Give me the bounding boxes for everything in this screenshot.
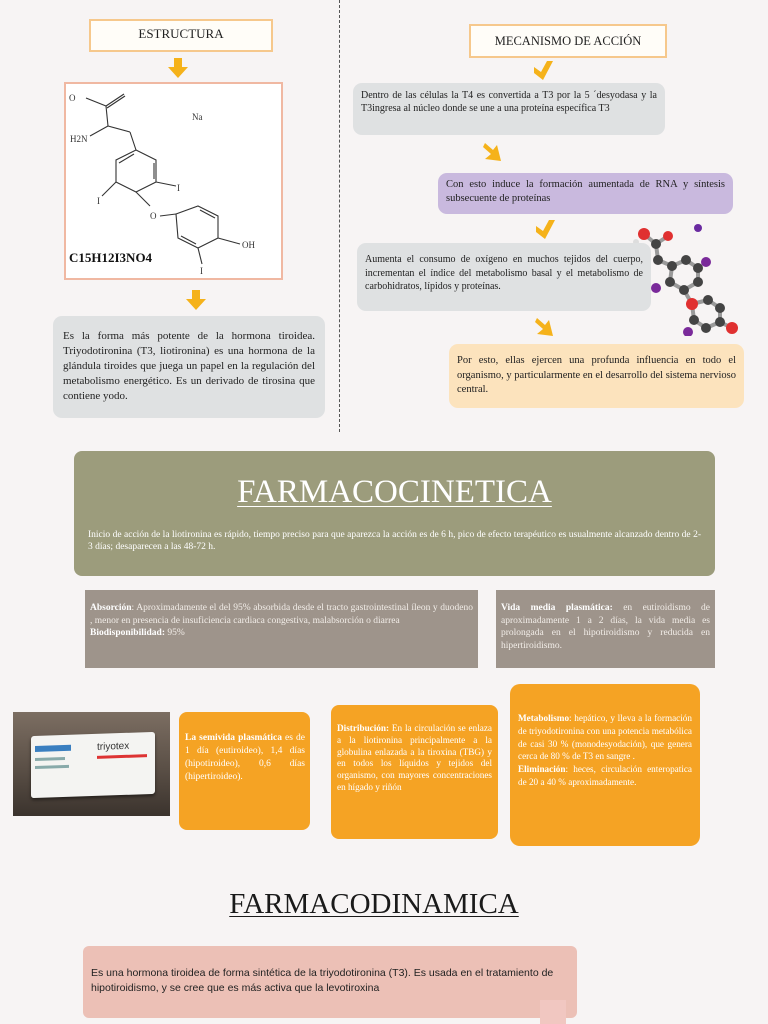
structure-box [64,82,283,280]
biodisponibilidad-text: 95% [164,628,185,638]
iodine-label-1: I [177,183,180,193]
metabolismo-box [510,684,700,846]
mecanismo-label: MECANISMO DE ACCIÓN [469,24,667,58]
farmacodinamica-title: FARMACODINAMICA [229,888,519,920]
arrow-down-icon [535,218,555,240]
absorcion-label: Absorción [90,603,132,613]
farmacodinamica-box [83,946,577,1018]
metabolismo-text: : hepático, y lleva a la formación de triyodotironina con una potencia metabólica de casi 30 % (monodesyodación), que genera cerca de 80 % de T3 en sangre . [518,713,692,762]
arrow-down-icon [533,59,553,81]
distribucion-label: Distribución: [337,723,390,733]
arrow-down-icon [533,316,553,338]
estructura-label: ESTRUCTURA [89,19,273,52]
farmacocinetica-title: FARMACOCINETICA [237,474,552,510]
mecanismo-step-4: Por esto, ellas ejercen una profunda influencia en todo el organismo, y particularmente en el desarrollo del sistema nervioso central. [449,344,744,408]
mecanismo-step-3: Aumenta el consumo de oxígeno en muchos tejidos del cuerpo, incrementan el índice del metabolismo basal y el metabolismo de carbohidratos, lípidos y proteínas. [357,243,651,311]
triiodothyronine-structure-diagram [66,84,281,278]
semivida-box [179,712,310,830]
arrow-down-icon [167,57,187,79]
sodium-label: Na [192,112,203,122]
decorative-square [540,1000,566,1024]
eliminacion-label: Eliminación [518,764,566,775]
hydroxyl-label: OH [242,240,255,250]
metabolismo-label: Metabolismo [518,713,570,723]
svg-text:O: O [150,211,157,221]
column-divider [339,0,340,432]
arrow-down-icon [481,141,501,163]
o-minus-label: O [69,93,76,103]
amine-label: H2N [70,134,88,144]
product-brand-label: triyotex [97,740,130,753]
molecular-formula: C15H12I3NO4 [69,250,153,265]
absorcion-text: : Aproximadamente el del 95% absorbida desde el tracto gastrointestinal íleon y duodeno , menor en presencia de insuficiencia cardiaca congestiva, malabsorción o diarrea [90,603,473,626]
triyotex-product-photo [13,712,170,816]
farmacocinetica-intro: Inicio de acción de la liotironina es rápido, tiempo preciso para que aparezca la acción es de 6 h, pico de efecto terapéutico es usualmente alcanzado dentro de 2-3 días; desaparecen a las 48-72 h. [88,530,701,552]
distribucion-box [331,705,498,839]
absorcion-box [85,590,478,668]
semivida-label: La semivida plasmática [185,733,282,743]
distribucion-text: En la circulación se enlaza a la liotironina principalmente a la globulina enlazada a la tiroxina (TBG) y en todos los líquidos y tejidos del organismo, con mayores concentraciones en hígado y riñón [337,723,492,792]
iodine-label-3: I [200,266,203,276]
farmacocinetica-panel [74,451,715,576]
mecanismo-step-1: Dentro de las células la T4 es convertida a T3 por la 5 ´desyodasa y la T3ingresa al núcleo donde se une a una proteína específica T3 [353,83,665,135]
farmacodinamica-text: Es una hormona tiroidea de forma sintética de la triyodotironina (T3). Es usada en el tratamiento de hipotiroidismo, y se cree que es más activa que la levotiroxina [91,967,554,994]
vida-media-text: en eutiroidismo de aproximadamente 1 a 2 días, la vida media es prolongada en el hipotiroidismo y reducida en hipertiroidismo. [501,603,711,651]
estructura-description: Es la forma más potente de la hormona tiroidea. Triyodotironina (T3, liotironina) es una hormona de la glándula tiroides que juega un papel en la regulación del metabolismo energético. Es un derivado de tirosina que contiene yodo. [53,316,325,418]
iodine-label-2: I [97,196,100,206]
biodisponibilidad-label: Biodisponibilidad: [90,628,165,638]
arrow-down-icon [185,289,205,311]
vida-media-label: Vida media plasmática: [501,603,613,613]
vida-media-box [496,590,715,668]
mecanismo-step-2: Con esto induce la formación aumentada de RNA y síntesis subsecuente de proteínas [438,173,733,214]
eliminacion-text: : heces, circulación enteropatica de 20 a 40 % aproximadamente. [518,764,692,787]
semivida-text: es de 1 día (eutiroideo), 1,4 días (hipotiroideo), 0,6 días (hipertiroideo). [185,733,305,782]
